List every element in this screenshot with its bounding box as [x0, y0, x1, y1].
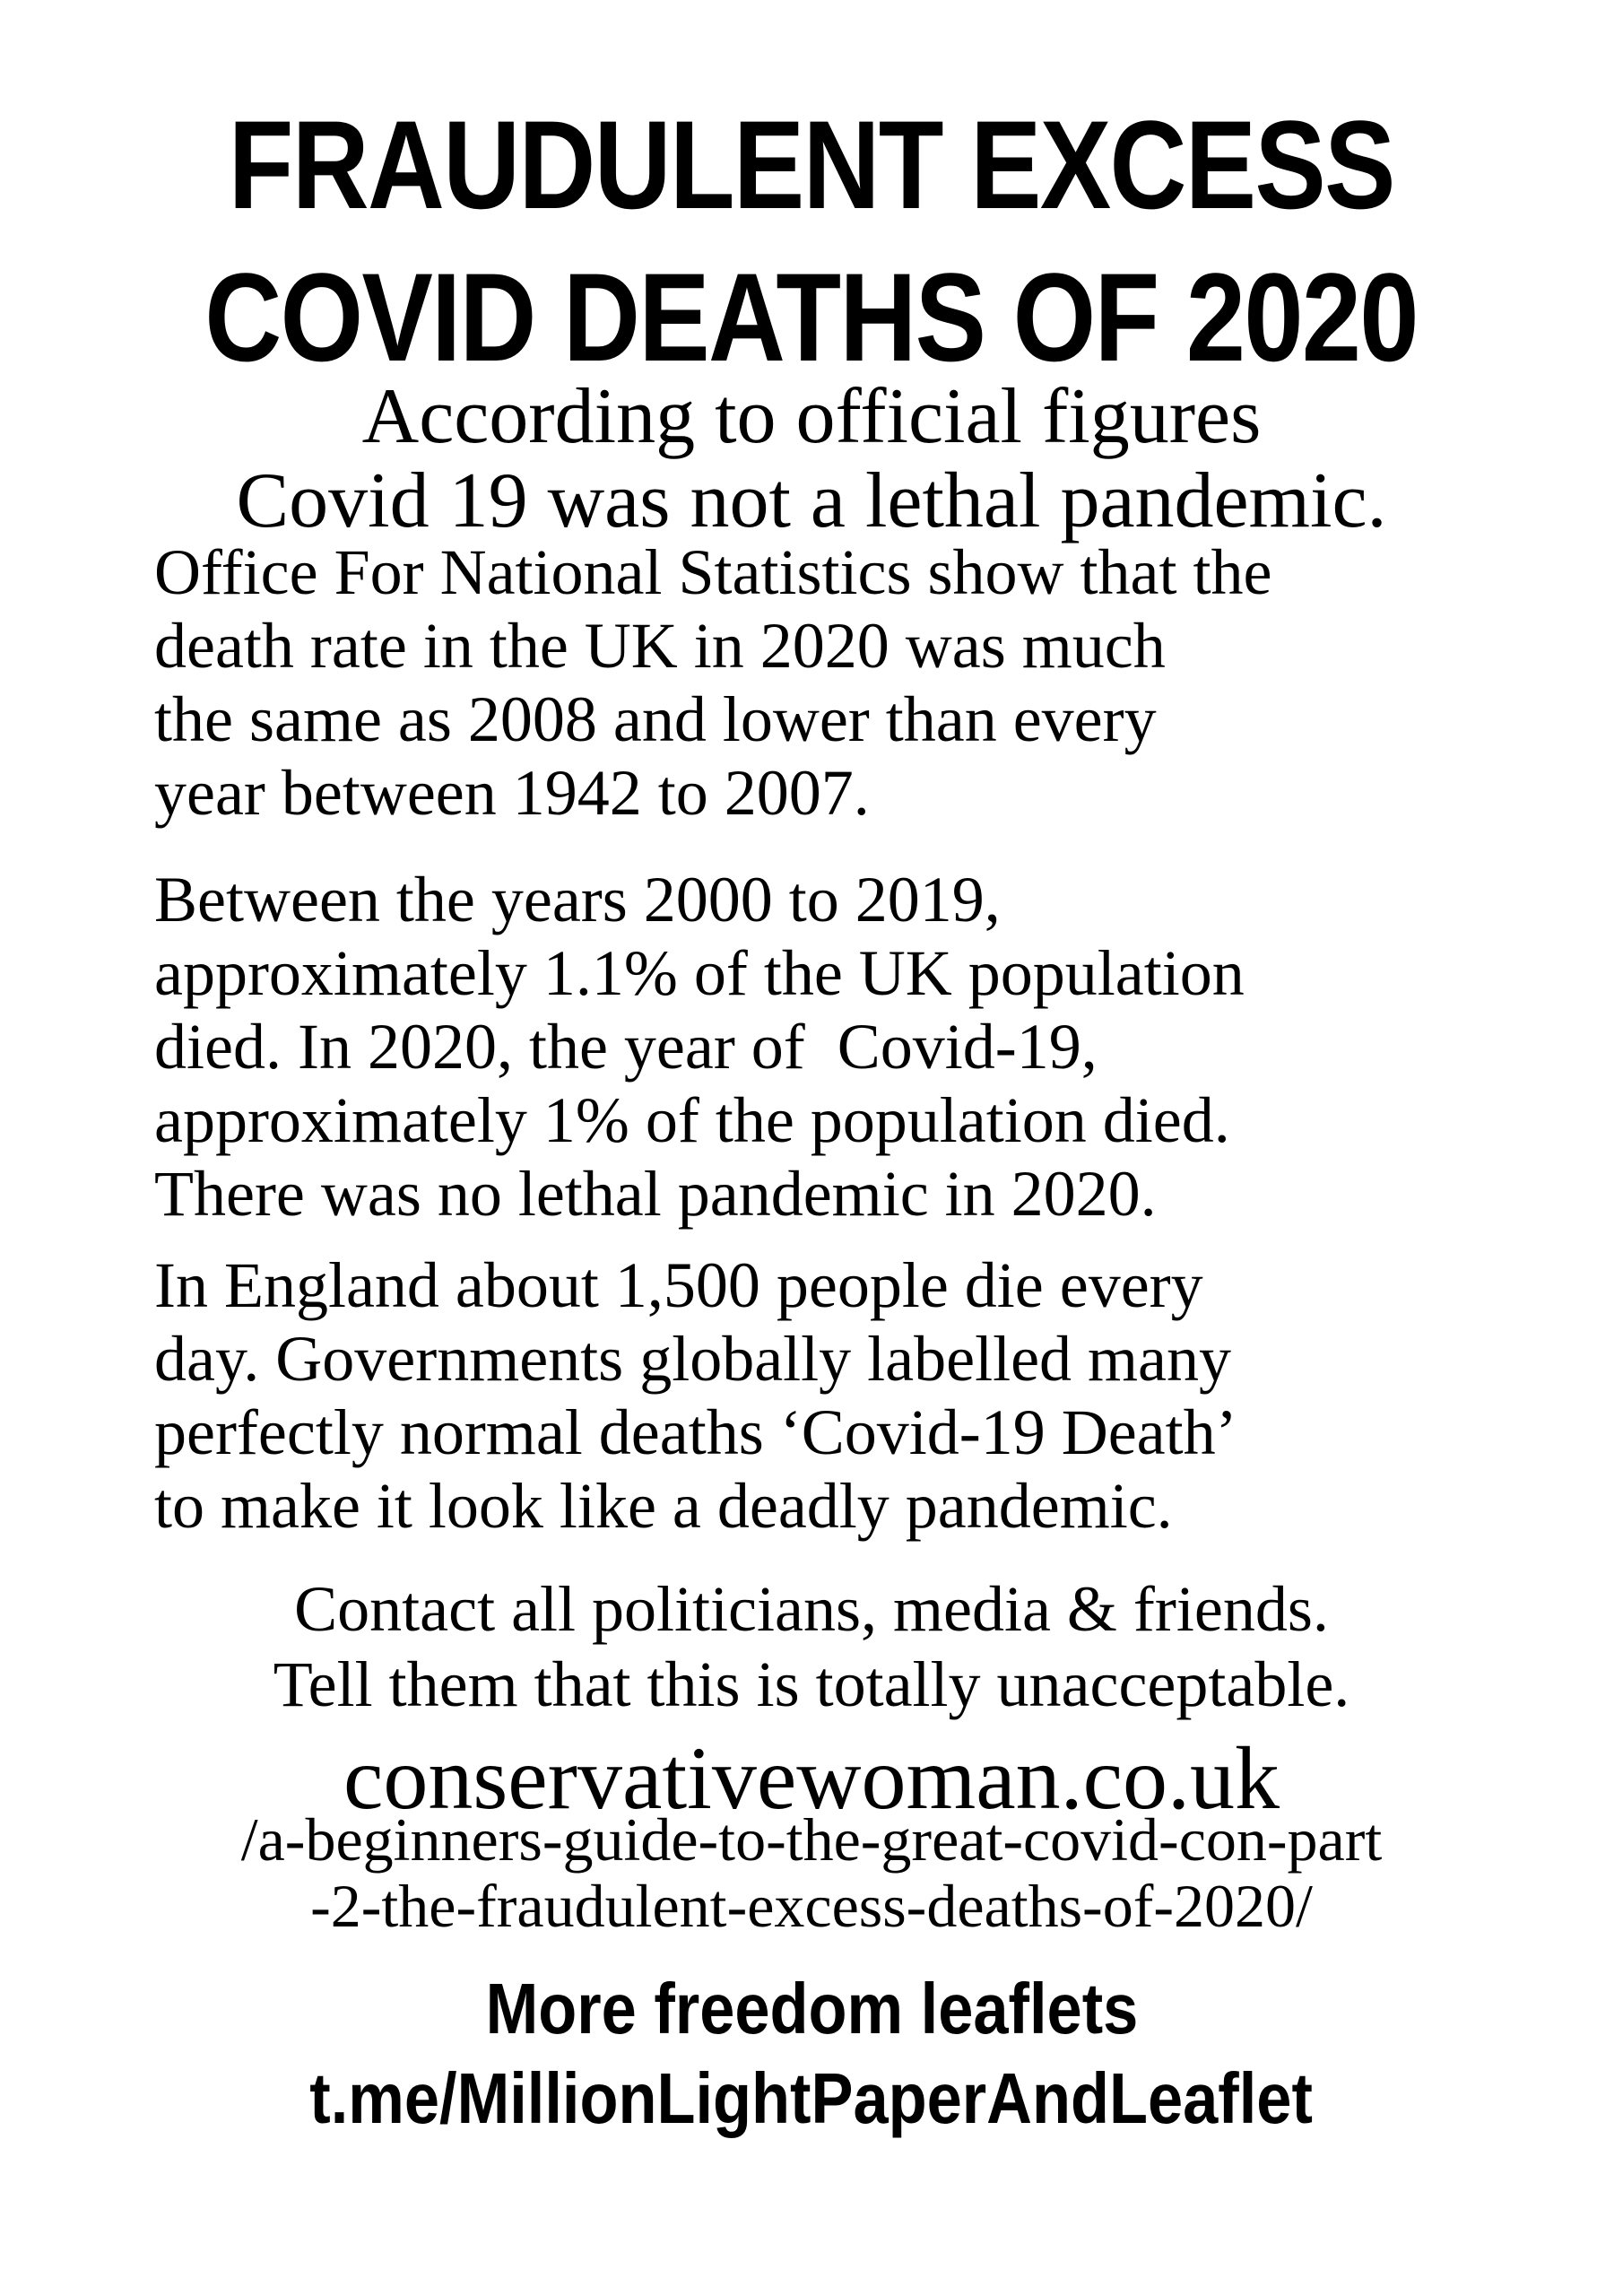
paragraph-line: died. In 2020, the year of Covid-19,	[154, 1011, 1098, 1083]
footer-telegram-text: t.me/MillionLightPaperAndLeaflet	[309, 2058, 1314, 2138]
paragraph-line: Office For National Statistics show that the	[154, 536, 1272, 608]
title-line-2	[0, 241, 1623, 394]
website-domain: conservativewoman.co.uk	[343, 1728, 1280, 1828]
paragraph-line: Between the years 2000 to 2019,	[154, 864, 1001, 935]
paragraph-line: day. Governments globally labelled many	[154, 1323, 1232, 1395]
paragraph-line: approximately 1% of the population died.	[154, 1084, 1230, 1156]
paragraph-line: the same as 2008 and lower than every	[154, 683, 1157, 755]
call-to-action-line-1: Contact all politicians, media & friends.	[294, 1573, 1329, 1645]
website-path-line-1: /a-beginners-guide-to-the-great-covid-con-part	[240, 1805, 1383, 1874]
paragraph-ons-statistics	[154, 535, 1562, 830]
call-to-action-line-2: Tell them that this is totally unacceptable.	[273, 1648, 1350, 1720]
footer-heading	[0, 1964, 1623, 2054]
paragraph-line: perfectly normal deaths ‘Covid-19 Death’	[154, 1396, 1237, 1468]
subtitle-line-1: According to official figures	[361, 373, 1262, 460]
paragraph-line: year between 1942 to 2007.	[154, 757, 870, 829]
title-line-1-text: FRAUDULENT EXCESS	[228, 94, 1395, 235]
website-path	[0, 1806, 1623, 1939]
leaflet-title	[0, 89, 1623, 394]
call-to-action	[0, 1571, 1623, 1722]
website-path-line-2: -2-the-fraudulent-excess-deaths-of-2020/	[310, 1872, 1313, 1940]
paragraph-line: death rate in the UK in 2020 was much	[154, 610, 1166, 682]
paragraph-line: to make it look like a deadly pandemic.	[154, 1470, 1173, 1542]
paragraph-england-deaths	[154, 1248, 1562, 1543]
leaflet-subtitle	[0, 375, 1623, 544]
footer-heading-text: More freedom leaflets	[485, 1969, 1138, 2048]
paragraph-population-died	[154, 863, 1562, 1231]
title-line-1	[0, 89, 1623, 241]
title-line-2-text: COVID DEATHS OF 2020	[204, 247, 1419, 387]
footer-telegram-address	[0, 2054, 1623, 2144]
leaflet-footer	[0, 1964, 1623, 2144]
paragraph-line: In England about 1,500 people die every	[154, 1249, 1203, 1321]
subtitle-line-2: Covid 19 was not a lethal pandemic.	[236, 457, 1387, 544]
paragraph-line: There was no lethal pandemic in 2020.	[154, 1158, 1157, 1230]
paragraph-line: approximately 1.1% of the UK population	[154, 937, 1245, 1009]
